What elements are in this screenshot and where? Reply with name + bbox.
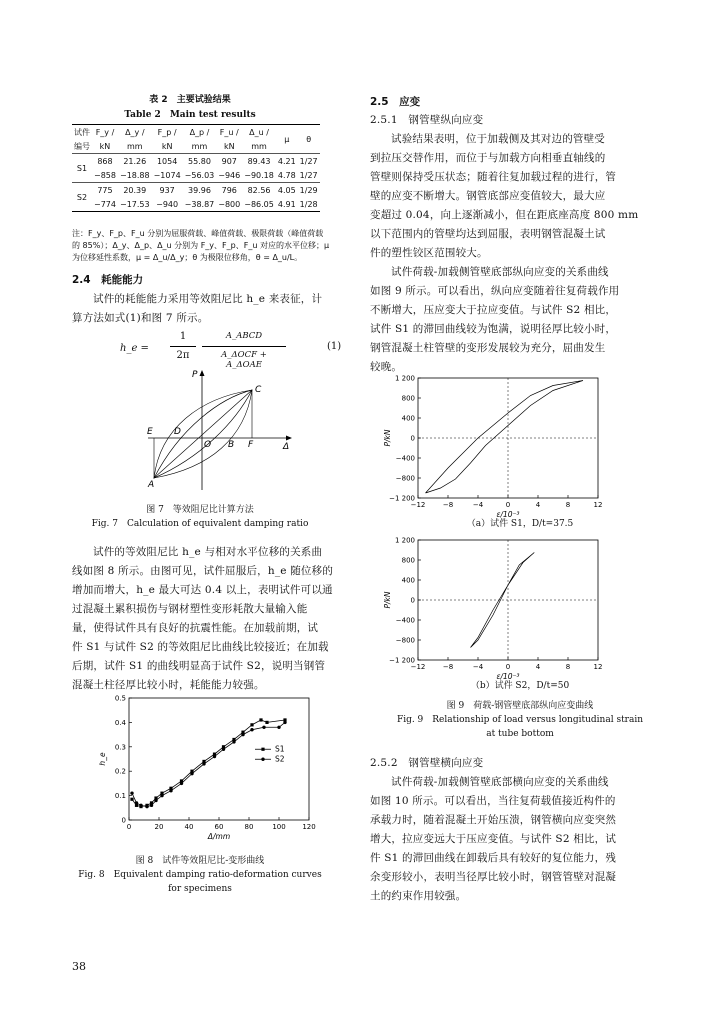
text-line: 变超过 0.04，向上逐渐减小，但在距底座高度 800 mm [370, 209, 639, 221]
text-line: 到拉压交替作用，而位于与加载方向相垂直轴线的 [370, 152, 606, 164]
label-e: E [147, 427, 153, 437]
section-heading-2-5: 2.5 应变 [370, 96, 421, 108]
th: Δ_u / [242, 125, 276, 140]
fig9b-subcaption: （b）试件 S2，D/t=50 [470, 681, 570, 691]
th: F_u / [216, 125, 242, 140]
text-line: 土的约束作用较强。 [370, 890, 467, 902]
label-delta: Δ [283, 442, 290, 452]
text-line: 线如图 8 所示。由图可见，试件屈服后，h_e 随位移的 [72, 565, 334, 577]
th: F_y / [92, 125, 118, 140]
text-line: 管壁则保持受压状态；随着往复加载过程的进行，管 [370, 171, 617, 183]
label-o: O [204, 440, 212, 450]
th-mu: μ [276, 125, 298, 154]
fig7-caption-en: Fig. 7 Calculation of equivalent damping ratio [91, 519, 309, 529]
fig9a-chart [378, 372, 608, 528]
cell: 4.21 [277, 156, 296, 166]
cell: 20.39 [123, 185, 147, 195]
fig9a-subcaption: （a）试件 S1，D/t=37.5 [466, 519, 574, 529]
label-c: C [255, 385, 262, 395]
y-tick-label: 0 [121, 816, 126, 825]
y-axis-label: h_e [98, 752, 107, 766]
cell: 55.80 [188, 156, 211, 166]
cell: 1/27 [299, 156, 318, 166]
y-tick-label: 800 [401, 556, 415, 565]
x-tick-label: −8 [442, 501, 454, 509]
text-line: 不断增大，压应变大于拉应变值。与试件 S2 相比， [370, 304, 617, 316]
fig9b-chart [378, 534, 608, 690]
legend-label: S2 [275, 754, 285, 764]
x-axis-label: Δ/mm [207, 832, 231, 841]
cell: −56.03 [183, 168, 217, 183]
results-table [72, 124, 320, 212]
data-point-s1 [259, 718, 262, 721]
paragraph [370, 130, 660, 377]
text-line: 试件荷载-加载侧管壁底部横向应变的关系曲线 [391, 776, 609, 788]
th: 试件 [72, 125, 92, 140]
formula [120, 331, 360, 370]
fig7-diagram [140, 368, 300, 498]
text-line: 壁的应变不断增大。钢管底部应变值较大，最大应 [370, 190, 606, 202]
cell: 796 [221, 185, 237, 195]
data-point-s2 [180, 782, 183, 785]
x-tick-label: 4 [535, 501, 541, 509]
y-tick-label: 800 [401, 394, 415, 403]
spec-cell: S1 [72, 154, 92, 183]
fig9-caption-zh: 图 9 荷载-钢管壁底部纵向应变曲线 [446, 701, 594, 711]
fig7-caption-zh: 图 7 等效阻尼比计算方法 [146, 505, 254, 515]
x-tick-label: 0 [126, 823, 132, 831]
data-point-s2 [262, 726, 265, 729]
cell: −946 [216, 168, 242, 183]
data-point-s2 [277, 726, 280, 729]
text-line: 后期，试件 S1 的曲线明显高于试件 S2，说明当钢管 [72, 660, 326, 672]
subsection-heading: 2.5.1 钢管壁纵向应变 [370, 114, 484, 126]
series-line-2 [132, 722, 285, 806]
note-line: 为位移延性系数，μ = Δ_u/Δ_y；θ 为极限位移角，θ = Δ_u/L。 [72, 253, 303, 262]
formula-number: (1) [327, 341, 342, 352]
x-tick-label: −12 [410, 663, 426, 671]
cell: 1/27 [298, 168, 320, 183]
fig8-chart [95, 690, 325, 850]
th-unit: kN [216, 139, 242, 154]
y-tick-label: −400 [395, 616, 415, 625]
formula-den: A_ΔOCF + A_ΔOAE [221, 350, 267, 370]
cell: −1074 [152, 168, 183, 183]
data-point-s2 [222, 748, 225, 751]
text-line: 承载力时，随着混凝土开始压溃，钢管横向应变突然 [370, 814, 617, 826]
x-tick-label: 120 [302, 823, 316, 831]
x-axis-label: ε/10⁻³ [496, 510, 520, 519]
formula-frac-num: 1 [179, 331, 187, 342]
fig8-caption-en: Fig. 8 Equivalent damping ratio-deformation curves [78, 870, 322, 880]
text-line: 量，使得试件具有良好的抗震性能。在加载前期，试 [72, 622, 319, 634]
fraction-bar [202, 346, 286, 347]
data-point-s2 [130, 791, 133, 794]
cell: −38.87 [183, 197, 217, 212]
label-b: B [228, 440, 235, 450]
delta-axis-arrow [286, 436, 292, 441]
text-line: 试件 S1 的滞回曲线较为饱满，说明径厚比较小时， [370, 323, 617, 335]
text-line: 如图 9 所示。可以看出，纵向应变随着往复荷载作用 [370, 285, 620, 297]
cell: −17.53 [118, 197, 152, 212]
x-tick-label: −8 [442, 663, 454, 671]
label-a: A [148, 480, 155, 490]
y-tick-label: −800 [395, 636, 415, 645]
x-tick-label: 12 [593, 663, 603, 671]
x-tick-label: 8 [565, 501, 571, 509]
fig9-caption-en: Fig. 9 Relationship of load versus longitudinal strain [396, 715, 644, 725]
y-tick-label: 0.5 [114, 694, 126, 703]
cell: −940 [152, 197, 183, 212]
legend-label: S1 [275, 744, 285, 754]
x-tick-label: 60 [214, 823, 224, 831]
cell: 4.91 [276, 197, 298, 212]
data-point-s2 [283, 721, 286, 724]
th: F_p / [152, 125, 183, 140]
cell: 39.96 [188, 185, 211, 195]
text-line: 混凝土柱径厚比较小时，耗能能力较强。 [72, 679, 265, 691]
legend-marker [261, 758, 264, 761]
page-number: 38 [72, 960, 86, 973]
th-unit: kN [152, 139, 183, 154]
fig8-caption-en-2: for specimens [168, 884, 232, 894]
label-d: D [174, 427, 181, 437]
y-tick-label: 400 [401, 414, 415, 423]
y-tick-label: 1 200 [394, 374, 415, 383]
text-line: 试件荷载-加载侧管壁底部纵向应变的关系曲线 [391, 266, 609, 278]
data-point-s2 [250, 728, 253, 731]
cell: 4.78 [276, 168, 298, 183]
y-tick-label: 0.1 [114, 792, 126, 801]
text-line: 过混凝土累积损伤与钢材塑性变形耗散大量输入能 [72, 603, 308, 615]
formula-frac-den: 2π [176, 350, 190, 361]
fig8-caption-zh: 图 8 试件等效阻尼比-变形曲线 [135, 856, 265, 866]
cell: 1/29 [299, 185, 318, 195]
x-tick-label: 12 [593, 501, 603, 509]
paragraph [370, 773, 660, 906]
fraction-bar [170, 346, 196, 347]
cell: −86.05 [242, 197, 276, 212]
y-tick-label: −1 200 [389, 494, 415, 503]
th-unit: mm [118, 139, 152, 154]
th-unit: kN [92, 139, 118, 154]
cell: −18.88 [118, 168, 152, 183]
data-point-s2 [145, 805, 148, 808]
data-point-s1 [250, 723, 253, 726]
x-tick-label: 80 [244, 823, 254, 831]
series-line-1 [132, 720, 285, 807]
text-line: 件 S1 的滞回曲线在卸载后具有较好的复位能力，残 [370, 852, 617, 864]
text-line: 试验结果表明，位于加载侧及其对边的管壁受 [391, 133, 605, 145]
cell: 21.26 [123, 156, 147, 166]
fig9-caption-en-2: at tube bottom [486, 729, 554, 739]
paragraph [72, 290, 352, 328]
y-axis-label: P/kN [383, 429, 392, 447]
th-unit: mm [242, 139, 276, 154]
y-tick-label: −800 [395, 474, 415, 483]
y-tick-label: 0.4 [114, 718, 126, 727]
cell: 4.05 [277, 185, 296, 195]
x-tick-label: −4 [472, 663, 484, 671]
text-line: 试件的等效阻尼比 h_e 与相对水平位移的关系曲 [93, 546, 323, 558]
text-line: 增大，拉应变远大于压应变值。与试件 S2 相比，试 [370, 833, 617, 845]
cell: 1/28 [298, 197, 320, 212]
text-line: 算方法如式(1)和图 7 所示。 [72, 312, 209, 324]
cell: 775 [97, 185, 113, 195]
th: Δ_p / [183, 125, 217, 140]
p-axis-arrow [200, 370, 205, 376]
cell: −90.18 [242, 168, 276, 183]
x-tick-label: 0 [505, 663, 511, 671]
text-line: 试件的耗能能力采用等效阻尼比 h_e 来表征，计 [93, 293, 323, 305]
cell: 907 [221, 156, 237, 166]
data-point-s2 [241, 733, 244, 736]
table2-title-zh: 表 2 主要试验结果 [149, 95, 231, 105]
text-line: 较晚。 [370, 361, 403, 373]
cell: 868 [97, 156, 113, 166]
x-tick-label: 4 [535, 663, 541, 671]
data-point-s2 [232, 740, 235, 743]
table-note [72, 228, 352, 264]
cell: −774 [92, 197, 118, 212]
cell: 937 [159, 185, 175, 195]
data-point-s2 [135, 801, 138, 804]
data-point-s2 [202, 762, 205, 765]
cell: −800 [216, 197, 242, 212]
x-tick-label: 20 [154, 823, 164, 831]
th-unit: 编号 [72, 139, 92, 154]
cell: −858 [92, 168, 118, 183]
text-line: 钢管混凝土柱管壁的变形发展较为充分，屈曲发生 [370, 342, 606, 354]
data-point-s2 [160, 794, 163, 797]
y-tick-label: 1 200 [394, 536, 415, 545]
series-line-1 [426, 381, 584, 494]
y-tick-label: −1 200 [389, 656, 415, 665]
section-heading-2-4: 2.4 耗能能力 [72, 274, 144, 286]
x-axis-label: ε/10⁻³ [496, 672, 520, 681]
cell: 82.56 [247, 185, 271, 195]
y-tick-label: 0 [410, 434, 415, 443]
data-point-s1 [265, 721, 268, 724]
table2-title-en: Table 2 Main test results [124, 110, 256, 120]
x-tick-label: 8 [565, 663, 571, 671]
spec-cell: S2 [72, 183, 92, 212]
y-tick-label: 0.3 [114, 743, 126, 752]
cell: 1054 [156, 156, 178, 166]
paragraph [72, 543, 354, 695]
note-line: 的 85%）；Δ_y、Δ_p、Δ_u 分别为 F_y、F_p、F_u 对应的水平位移；μ [72, 241, 330, 250]
data-point-s2 [150, 804, 153, 807]
note-line: 注：F_y、F_p、F_u 分别为屈服荷载、峰值荷载、极限荷载（峰值荷载 [72, 229, 324, 238]
data-point-s2 [154, 799, 157, 802]
y-tick-label: 0 [410, 596, 415, 605]
y-tick-label: 0.2 [114, 767, 126, 776]
x-tick-label: 0 [505, 501, 511, 509]
x-tick-label: 100 [272, 823, 286, 831]
data-point-s2 [213, 755, 216, 758]
text-line: 余变形较小，表明当径厚比较小时，钢管管壁对混凝 [370, 871, 617, 883]
data-point-s2 [169, 789, 172, 792]
x-tick-label: 40 [184, 823, 194, 831]
x-tick-label: −12 [410, 501, 426, 509]
text-line: 件 S1 与试件 S2 的等效阻尼比曲线比较接近；在加载 [72, 641, 329, 653]
data-point-s2 [190, 772, 193, 775]
formula-num: A_ABCD [225, 331, 263, 341]
subsection-heading: 2.5.2 钢管壁横向应变 [370, 757, 484, 769]
formula-lhs: h_e = [120, 343, 149, 354]
th-theta: θ [298, 125, 320, 154]
text-line: 增加而增大，h_e 最大可达 0.4 以上，表明试件可以通 [72, 584, 333, 596]
text-line: 件的塑性铰区范围较大。 [370, 247, 488, 259]
data-point-s1 [130, 798, 133, 801]
legend-marker [261, 748, 264, 751]
x-tick-label: −4 [472, 501, 484, 509]
text-line: 如图 10 所示。可以看出，当往复荷载值接近构件的 [370, 795, 616, 807]
y-axis-label: P/kN [383, 591, 392, 609]
data-point-s2 [139, 804, 142, 807]
label-p: P [192, 370, 198, 380]
y-tick-label: −400 [395, 454, 415, 463]
label-f: F [248, 440, 254, 450]
th: Δ_y / [118, 125, 152, 140]
y-tick-label: 400 [401, 576, 415, 585]
th-unit: mm [183, 139, 217, 154]
diagonal-ac [154, 390, 252, 478]
text-line: 以下范围内的管壁均达到屈服，表明钢管混凝土试 [370, 228, 606, 240]
cell: 89.43 [247, 156, 271, 166]
